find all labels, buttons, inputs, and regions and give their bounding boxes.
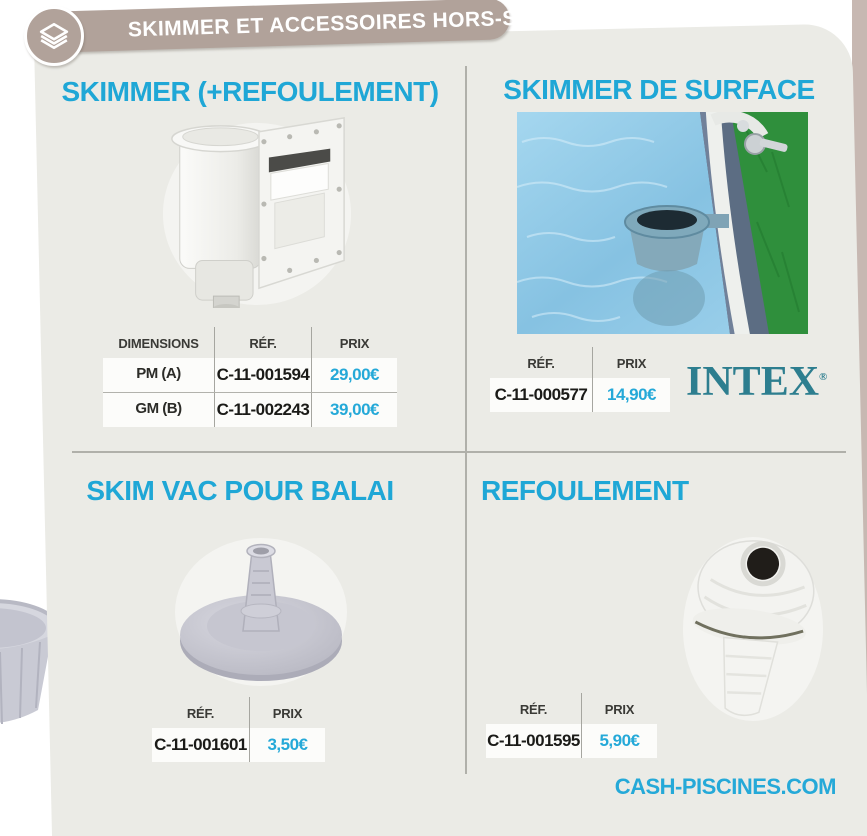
- table-row: [103, 358, 397, 392]
- banner-icon-badge: [24, 6, 84, 66]
- header-prix: PRIX: [616, 356, 647, 371]
- website-link[interactable]: CASH-PISCINES.COM: [614, 774, 836, 799]
- ref-value: C-11-002243: [215, 393, 312, 427]
- layers-icon: [39, 21, 69, 51]
- header-ref: RÉF.: [215, 327, 312, 358]
- refoulement-product-image: [683, 533, 825, 725]
- header-ref: RÉF.: [152, 697, 250, 728]
- table-header-row: [152, 697, 325, 728]
- header-prix: PRIX: [272, 706, 303, 721]
- dimension-value: GM (B): [103, 393, 215, 427]
- table-row: [103, 392, 397, 427]
- price-value: 39,00€: [330, 400, 379, 419]
- table-row: [486, 724, 657, 758]
- intex-logo-text: INTEX: [686, 359, 820, 405]
- skim-vac-product-image: [173, 527, 349, 689]
- ref-value: C-11-000577: [490, 378, 593, 412]
- vertical-divider: [465, 66, 467, 774]
- table-header-row: [103, 327, 397, 358]
- section-title-skimmer-surface: SKIMMER DE SURFACE: [503, 74, 815, 105]
- table-row: [152, 728, 325, 762]
- price-value: 3,50€: [267, 735, 308, 754]
- table-row: [490, 378, 670, 412]
- refoulement-price-table: [486, 693, 657, 758]
- skimmer-product-image: [158, 110, 356, 308]
- skim-vac-price-table: [152, 697, 325, 762]
- header-prix: PRIX: [604, 702, 635, 717]
- ref-value: C-11-001601: [152, 728, 250, 762]
- header-ref: RÉF.: [486, 693, 582, 724]
- banner-title: SKIMMER ET ACCESSOIRES HORS-SOL: [127, 6, 547, 42]
- section-title-skimmer-refoulement: SKIMMER (+REFOULEMENT): [61, 76, 439, 107]
- header-ref: RÉF.: [490, 347, 593, 378]
- section-title-refoulement: REFOULEMENT: [481, 475, 689, 506]
- registered-mark: ®: [819, 371, 828, 383]
- ref-value: C-11-001595: [486, 724, 582, 758]
- skimmer-price-table: [103, 327, 397, 427]
- horizontal-divider: [72, 451, 846, 453]
- header-dimensions: DIMENSIONS: [103, 327, 215, 358]
- price-value: 14,90€: [607, 385, 656, 404]
- price-value: 5,90€: [599, 731, 640, 750]
- surface-skimmer-photo: [517, 112, 808, 334]
- table-header-row: [490, 347, 670, 378]
- section-title-skim-vac: SKIM VAC POUR BALAI: [86, 475, 394, 506]
- dimension-value: PM (A): [103, 358, 215, 392]
- surface-skimmer-price-table: [490, 347, 670, 412]
- header-prix: PRIX: [339, 336, 370, 351]
- ref-value: C-11-001594: [215, 358, 312, 392]
- price-value: 29,00€: [330, 365, 379, 384]
- intex-logo: [686, 358, 827, 406]
- table-header-row: [486, 693, 657, 724]
